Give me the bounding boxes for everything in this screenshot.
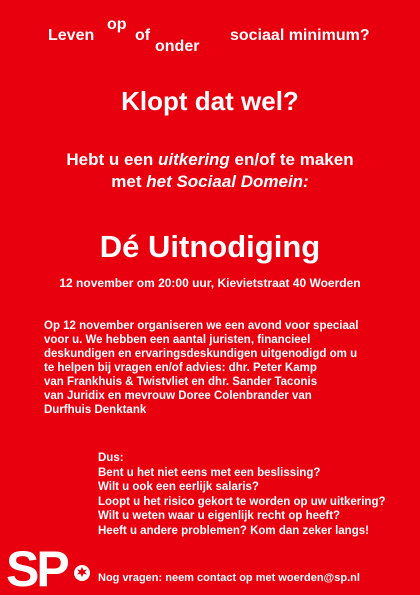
dus-line: Heeft u andere problemen? Kom dan zeker langs! xyxy=(98,524,369,537)
invitation-title: Dé Uitnodiging xyxy=(99,229,321,264)
header-op: op xyxy=(107,16,127,33)
header-sociaal-minimum: sociaal minimum? xyxy=(230,27,370,44)
footer-contact: Nog vragen: neem contact op met woerden@sp.nl xyxy=(98,572,360,584)
question-part2: en/of te maken xyxy=(229,150,354,169)
header-leven: Leven xyxy=(48,27,95,44)
header-onder: onder xyxy=(155,38,200,55)
body-line: Durfhuis Denktank xyxy=(44,404,147,416)
body-line: Op 12 november organiseren we een avond voor speciaal xyxy=(44,320,359,332)
header-of: of xyxy=(135,27,151,44)
body-line: deskundigen en ervaringsdeskundigen uitgenodigd om u xyxy=(44,348,358,360)
body-line: van Juridix en mevrouw Doree Colenbrander van xyxy=(44,390,312,402)
body-line: te helpen bij vragen en/of advies: dhr. Peter Kamp xyxy=(44,362,317,374)
dus-line: Wilt u ook een eerlijk salaris? xyxy=(98,481,259,494)
dus-line: Dus: xyxy=(98,452,124,464)
dus-line: Loopt u het risico gekort te worden op uw uitkering? xyxy=(98,495,386,508)
question-part1: Hebt u een xyxy=(66,150,159,169)
question-line-2 xyxy=(0,172,420,192)
body-paragraph xyxy=(44,319,404,417)
question-line-1 xyxy=(0,150,420,170)
invitation-datetime: 12 november om 20:00 uur, Kievietstraat 40 Woerden xyxy=(59,276,361,290)
dus-line: Bent u het niet eens met een beslissing? xyxy=(98,466,321,479)
dus-line: Wilt u weten waar u eigenlijk recht op heeft? xyxy=(98,510,341,523)
dus-list xyxy=(98,451,418,539)
tomato-icon xyxy=(74,565,90,581)
question-sociaal-domein: het Sociaal Domein: xyxy=(146,172,309,191)
question-part3: met xyxy=(111,172,147,191)
question-uitkering: uitkering xyxy=(158,150,230,169)
headline: Klopt dat wel? xyxy=(121,86,299,116)
sp-logo xyxy=(6,543,91,591)
body-line: voor u. We hebben een aantal juristen, financieel xyxy=(44,334,311,346)
sp-logo-text: SP xyxy=(6,543,67,591)
body-line: van Frankhuis & Twistvliet en dhr. Sander Taconis xyxy=(44,376,318,388)
